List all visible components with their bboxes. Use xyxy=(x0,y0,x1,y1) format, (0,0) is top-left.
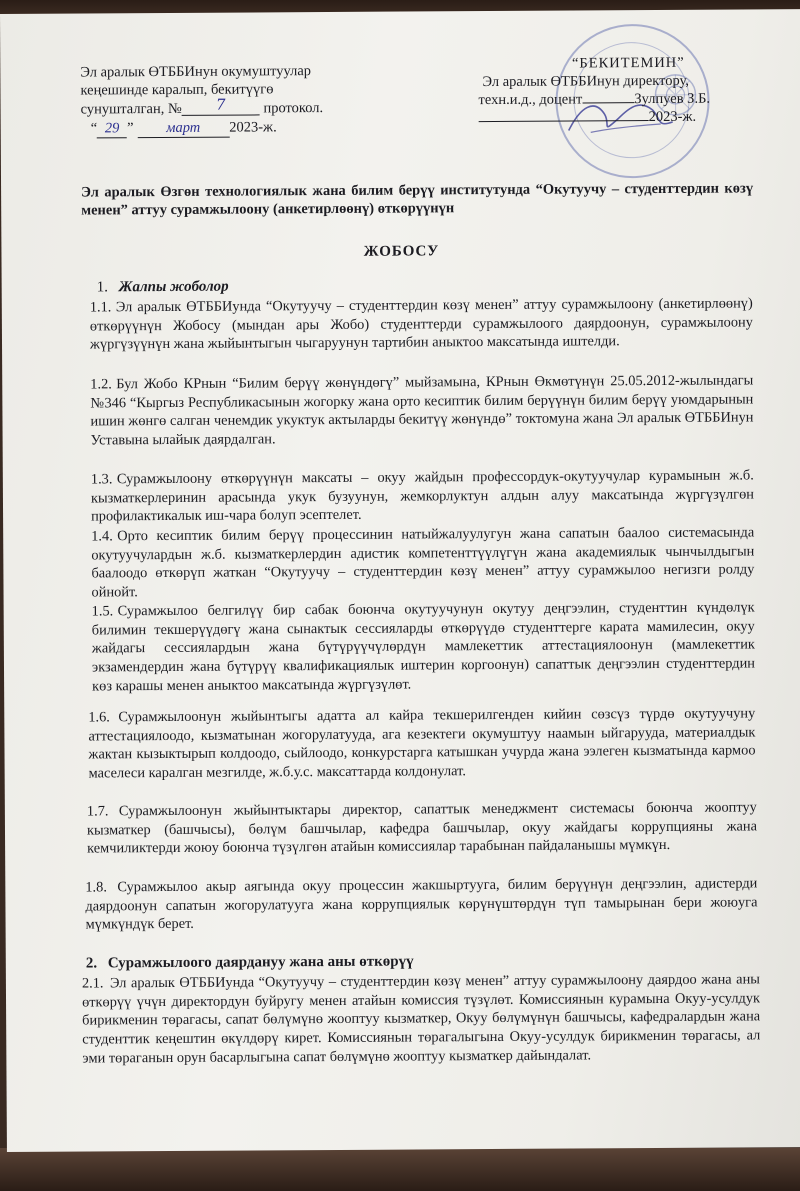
council-line-1: Эл аралык ӨТББИнун окумуштуулар xyxy=(80,63,312,81)
section-number: 1. xyxy=(96,279,108,296)
protocol-suffix: протокол. xyxy=(263,100,324,117)
date-open-quote: “ xyxy=(90,120,98,137)
clause-1-3 xyxy=(91,466,754,526)
clause-1-6 xyxy=(88,704,755,783)
clause-text: Сурамжылоо белгилүү бир сабак боюнча окутуучунун окутуу деңгээлин, студенттин күндөлүк билимин текшерүүдөгү жана сынактык сессияларды өткөрүүдө студенттерге карата мамилесин, окуу жайдагы сессиялардын жана бүтүрүүчүлөрдүн мамлекеттик аттестациялоонун (мамлекеттик экзамендердин жана бүтүрүү квалификациялык иштерин коргоонун) сапаттык деңгээлин студенттердин көз карашы менен аныктоо максатында жүргүзүлөт. xyxy=(91,599,756,695)
approval-date-blank xyxy=(479,120,649,122)
date-day-blank xyxy=(97,119,127,138)
date-day-handwritten: 29 xyxy=(104,120,120,137)
director-name: Зулпуев З.Б. xyxy=(634,90,711,108)
clause-text: Сурамжылоонун жыйынтыктары директор, сапаттык менеджмент системасы боюнча жооптуу кызматкер (башчысы), бөлүм башчылар, кафедра башчылар, окуу жайдагы коррупцияны жана кемчиликтерди жоюу боюнча түзүлгөн атайын комиссиялар тарабынан пайдаланышы мүмкүн. xyxy=(86,799,758,857)
protocol-number-handwritten: 7 xyxy=(215,95,226,114)
approval-left-block xyxy=(80,61,420,138)
clause-number: 1.8. xyxy=(85,879,107,896)
date-month-blank xyxy=(137,119,229,139)
protocol-number-blank xyxy=(182,95,260,115)
clause-number: 1.1. xyxy=(89,299,112,316)
clause-1-8 xyxy=(85,874,757,934)
clause-text: Сурамжылоонун жыйынтыгы адатта ал кайра текшерилгенден кийин сөзсүз түрдө окутуучуну аттестациялоодо, кызматынан жогорулатууда, ага кезектеги окумуштуу наамын ыйгарууда, материалдык жактан кызыктырып колдоодо, сыйлоодо, конкурстарга катышкан учурда жана ээлеген кызматында кармоо маселеси каралган мезгилде, ж.б.у.с. максаттарда колдонулат. xyxy=(88,705,756,782)
clause-number: 1.6. xyxy=(88,709,110,726)
clause-text: Эл аралык ӨТББИунда “Окутуучу – студенттердин көзү менен” аттуу сурамжылоону (анкетирлөөнү) өткөрүүнүн Жобосу (мындан ары Жобо) студенттерди сурамжылоого даярдоонун, сурамжылоону жүргүзүүнүн жана жыйынтыгын чыгаруунун тартибин аныктоо максатында иштелди. xyxy=(89,295,753,353)
clause-number: 1.4. xyxy=(91,528,113,545)
director-title: Эл аралык ӨТББИнун директору, xyxy=(482,72,690,91)
clause-text: Сурамжылоо акыр аягында окуу процессин жакшыртууга, билим берүүнүн деңгээлин, адистерди даярдоонун сапатын жогорулатууга жана коррупциялык көрүнүштөрдүн түп тамырынан бери жоюуга мүмкүндүк берет. xyxy=(85,875,758,933)
document-page xyxy=(0,9,800,1152)
clause-text: Эл аралык ӨТББИунда “Окутуучу – студенттердин көзү менен” аттуу сурамжылоону даярдоо жана аны өткөрүү үчүн директордун буйругу менен атайын комиссия түзүлөт. Комиссиянын курамына Окуу-усулдук бирикменин төрагасы, сапат бөлүмүнө жооптуу кызматкер, Окуу бөлүмүнүн башчысы, кафедралардын жана студенттик кеңештин өкүлдөрү кирет. Комиссиянын төрагалыгына Окуу-усулдук бирикменин төрагасы, ал эми төраганын орун басарлыгына сапат бөлүмүнө жооптуу кызматкер дайындалат. xyxy=(81,971,761,1067)
clause-1-5 xyxy=(92,598,756,696)
section-title: Сурамжылоого даярдануу жана аны өткөрүү xyxy=(107,953,414,972)
approval-date-line xyxy=(479,107,779,127)
clause-1-4 xyxy=(91,523,754,602)
clause-text: Сурамжылоону өткөрүүнүн максаты – окуу жайдын профессордук-окутуучулар курамынын ж.б. кызматкерлеринин арасында укук бузуунун, жемкорлуктун алдын алуу максатында жүргүзүлгөн профилактикалык иш-чара болуп эсептелет. xyxy=(90,467,754,525)
date-year: 2023-ж. xyxy=(229,119,277,136)
council-line-2: кеңешинде каралып, бекитүүгө xyxy=(80,81,274,99)
protocol-line xyxy=(81,97,421,119)
director-name-line xyxy=(478,89,778,109)
clause-text: Бул Жобо КРнын “Билим берүү жөнүндөгү” мыйзамына, КРнын Өкмөтүнүн 25.05.2012-жылындагы №346 “Кыргыз Республикасынын жогорку жана орто кесиптик билим берүүнүн билим берүү уюмдарынын ишин жөнгө салган ченемдик укуктук актыларды бекитүү жөнүндө” токтомуна жана Эл аралык ӨТББИнун Уставына ылайык даярдалган. xyxy=(90,372,754,449)
clause-number: 1.3. xyxy=(90,471,113,488)
clause-1-1 xyxy=(90,294,753,354)
clause-number: 1.5. xyxy=(91,603,114,620)
protocol-date-line xyxy=(91,117,421,138)
document-title: Эл аралык Өзгөн технологиялык жана билим берүү институтунда “Окутуучу – студенттердин көзү менен” аттуу сурамжылоону (анкетирлөөнү) өткөрүүнүн xyxy=(81,180,754,219)
protocol-prefix: сунушталган, № xyxy=(80,100,182,118)
approval-date-year: 2023-ж. xyxy=(648,108,697,126)
clause-2-1 xyxy=(82,970,761,1068)
section-1-heading xyxy=(97,279,229,297)
background-bottom xyxy=(0,1148,800,1191)
clause-number: 1.2. xyxy=(90,376,112,393)
clause-text: Орто кесиптик билим берүү процессинин натыйжалуулугун жана сапатын баалоо системасында окутуучулардын ж.б. кызматкерлердин адистик компетенттүүлүгүн жана академиялык чынчылдыгын баалоодо өткөрүп жаткан “Окутуучу – студенттердин көзү менен” аттуу сурамжылоо негизги ролду ойнойт. xyxy=(91,524,755,601)
section-title: Жалпы жоболор xyxy=(118,278,229,296)
date-close-quote: ” xyxy=(127,120,134,137)
director-degree: техн.и.д., доцент xyxy=(478,91,583,109)
section-number: 2. xyxy=(85,955,98,972)
approval-right-block xyxy=(478,53,778,127)
clause-number: 1.7. xyxy=(86,803,109,820)
clause-number: 2.1. xyxy=(81,975,104,992)
clause-1-7 xyxy=(87,798,757,858)
section-2-heading xyxy=(86,953,414,972)
clause-1-2 xyxy=(90,371,753,450)
document-heading: ЖОБОСУ xyxy=(363,243,440,260)
director-signature-blank xyxy=(582,102,634,103)
date-month-handwritten: март xyxy=(166,119,201,136)
approve-word: “БЕКИТЕМИН” xyxy=(571,54,685,72)
